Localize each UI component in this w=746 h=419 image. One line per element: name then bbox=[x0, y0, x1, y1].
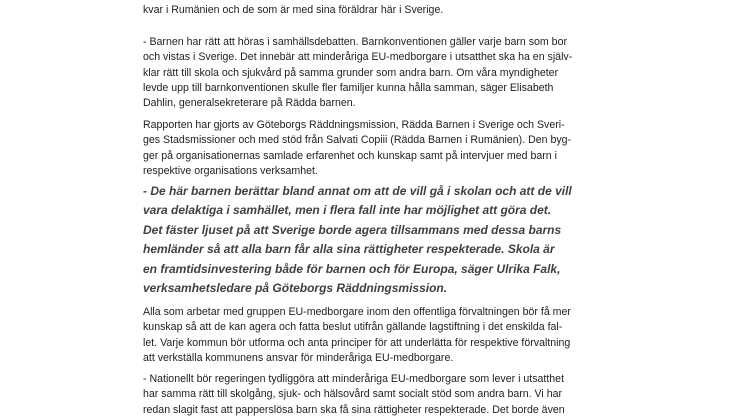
text-line: Rapporten har gjorts av Göteborgs Räddningsmission, Rädda Barnen i Sverige och Sveri- bbox=[143, 119, 565, 131]
text-line: kunskap så att de kan agera och fatta beslut utifrån gällande lagstiftning i det enskilda fal- bbox=[143, 321, 563, 334]
quote-line: hemländer så att alla barn får alla sina rättigheter respekterade. Skola är bbox=[143, 242, 555, 257]
text-line: respektive organisations verksamhet. bbox=[143, 164, 318, 177]
pull-quote-falk bbox=[143, 182, 613, 298]
paragraph-report-info bbox=[143, 118, 613, 179]
text-line: har samma rätt till skolgång, sjuk- och hälsovård samt socialt stöd som andra barn. Vi har bbox=[143, 388, 563, 401]
text-line: ges Stadsmissioner och med stöd från Salvati Copiii (Rädda Barnen i Rumänien). Den byg- bbox=[143, 134, 572, 147]
text-line: och vistas i Sverige. Det innebär att minderåriga EU-medborgare i utsatthet ska ha en själv- bbox=[143, 51, 573, 64]
quote-line: - De här barnen berättar bland annat om att de vill gå i skolan och att de vill bbox=[143, 184, 572, 198]
text-line: - Nationellt bör regeringen tydliggöra att minderåriga EU-medborgare som lever i utsatthet bbox=[143, 373, 565, 385]
quote-line: vara delaktiga i samhället, men i flera fall inte har möjlighet att göra det. bbox=[143, 203, 552, 218]
text-line: let. Varje kommun bör utforma och anta principer för att underlätta för respektive förvaltning bbox=[143, 336, 571, 349]
quote-line: verksamhetsledare på Göteborgs Räddningsmission. bbox=[143, 280, 448, 295]
text-line: redan slagit fast att papperslösa barn ska få sina rättigheter respekterade. Det borde även bbox=[143, 403, 565, 416]
text-line: Alla som arbetar med gruppen EU-medborgare inom den offentliga förvaltningen bör få mer bbox=[143, 306, 571, 318]
paragraph-national-government bbox=[143, 372, 613, 418]
text-line: kvar i Rumänien och de som är med sina föräldrar här i Sverige. bbox=[143, 4, 444, 16]
paragraph-public-administration bbox=[143, 305, 613, 366]
paragraph-intro-tail bbox=[143, 3, 613, 18]
text-line: levde upp till barnkonventionen skulle fler familjer kunna hålla samman, säger Elisabeth bbox=[143, 81, 554, 94]
text-line: - Barnen har rätt att höras i samhällsdebatten. Barnkonventionen gäller varje barn som bor bbox=[143, 36, 567, 48]
text-line: Dahlin, generalsekreterare på Rädda barnen. bbox=[143, 97, 356, 110]
text-line: klar rätt till skola och sjukvård på samma grunder som andra barn. Om våra myndigheter bbox=[143, 66, 559, 79]
text-line: ger på organisationernas samlade erfarenhet och kunskap samt på intervjuer med barn i bbox=[143, 149, 557, 162]
paragraph-dahlin-quote bbox=[143, 35, 613, 111]
text-line: att verkställa kommunens ansvar för minderåriga EU-medborgare. bbox=[143, 351, 454, 364]
quote-line: Det fäster ljuset på att Sverige borde agera tillsammans med dessa barns bbox=[143, 222, 562, 237]
quote-line: en framtidsinvestering både för barnen och för Europa, säger Ulrika Falk, bbox=[143, 261, 561, 276]
